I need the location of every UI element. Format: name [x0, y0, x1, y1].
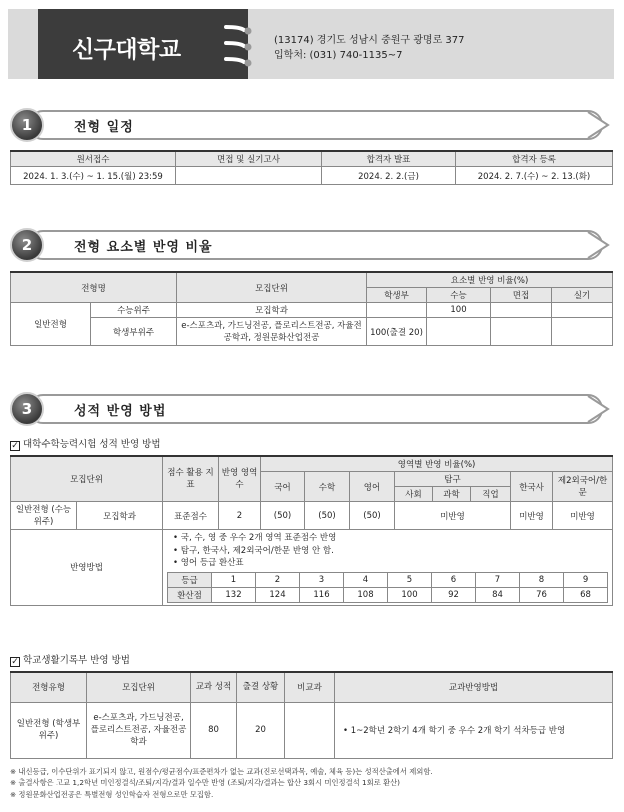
header-cell: 모집단위 — [87, 672, 191, 702]
chevron-right-icon — [582, 110, 612, 140]
footnote: ※ 출결사항은 고교 1,2학년 미인정결석/조퇴/지각/결과 일수만 반영 (조퇴/지각/결과는 합산 3회시 미인정결석 1회로 환산) — [10, 778, 401, 788]
table-cell: 2 — [256, 572, 300, 587]
schedule-table — [10, 150, 613, 185]
header-cell: 학생부 — [367, 288, 427, 303]
table-cell: 2024. 1. 3.(수) ~ 1. 15.(월) 23:59 — [11, 167, 176, 185]
csat-subheading — [10, 436, 161, 450]
table-cell: 모집학과 — [77, 502, 163, 530]
table-cell: 2024. 2. 2.(금) — [322, 167, 456, 185]
table-cell: 124 — [256, 587, 300, 602]
section-title: 전형 요소별 반영 비율 — [74, 240, 213, 255]
section-title: 전형 일정 — [74, 120, 134, 135]
list-item: • 국, 수, 영 중 우수 2개 영역 표준점수 반영 — [173, 533, 337, 543]
section-score-heading — [8, 392, 614, 426]
table-cell: 100(출결 20) — [367, 318, 427, 346]
table-cell: 수능위주 — [91, 303, 177, 318]
school-record-subheading — [10, 652, 130, 666]
table-cell: 2 — [219, 502, 261, 530]
table-cell — [367, 303, 427, 318]
school-record-table — [10, 671, 613, 759]
school-contact — [274, 33, 465, 63]
header-cell: 과학 — [433, 487, 471, 502]
table-cell — [491, 318, 552, 346]
table-cell: e-스포츠과, 가드닝전공, 플로리스트전공, 자율전공학과 — [87, 702, 191, 758]
header-cell: 면접 — [491, 288, 552, 303]
table-cell: 미반영 — [395, 502, 511, 530]
school-phone: 입학처: (031) 740-1135~7 — [274, 50, 403, 61]
table-cell: • 1~2학년 2학기 4개 학기 중 우수 2개 학기 석차등급 반영 — [335, 702, 613, 758]
table-cell: 5 — [388, 572, 432, 587]
header-cell: 직업 — [471, 487, 511, 502]
table-cell: 모집학과 — [177, 303, 367, 318]
method-list — [167, 532, 608, 570]
table-cell: 84 — [476, 587, 520, 602]
header-cell: 출결 상황 — [237, 672, 285, 702]
header-cell: 영역별 반영 비율(%) — [261, 456, 613, 472]
table-cell: 116 — [300, 587, 344, 602]
ratio-table — [10, 271, 613, 346]
table-cell: 3 — [300, 572, 344, 587]
header-cell: 점수 활용 지표 — [163, 456, 219, 502]
table-cell: 92 — [432, 587, 476, 602]
section-number: 3 — [10, 392, 44, 426]
header-cell: 전형유형 — [11, 672, 87, 702]
chevron-right-icon — [582, 394, 612, 424]
footnote: ※ 정원문화산업전공은 특별전형 성인학습자 전형으로만 모집함. — [10, 789, 214, 799]
table-cell: 일반전형 (학생부위주) — [11, 702, 87, 758]
header-cell: 사회 — [395, 487, 433, 502]
table-cell: 4 — [344, 572, 388, 587]
header-cell: 수학 — [305, 472, 350, 502]
footnotes — [10, 766, 616, 800]
header-cell: 교과 성적 — [191, 672, 237, 702]
table-cell: 68 — [564, 587, 608, 602]
table-cell: 1 — [212, 572, 256, 587]
header-cell: 면접 및 실기고사 — [176, 151, 322, 167]
header-cell: 등급 — [168, 572, 212, 587]
header-cell: 수능 — [427, 288, 491, 303]
footnote: ※ 내신등급, 이수단위가 표기되지 않고, 원점수/평균점수/표준편차가 없는 교과(진로선택과목, 예술, 체육 등)는 성적산출에서 제외함. — [10, 767, 433, 776]
header-cell: 제2외국어/한문 — [553, 472, 613, 502]
csat-table — [10, 455, 613, 606]
table-cell: 일반전형 — [11, 303, 91, 346]
list-item: • 탐구, 한국사, 제2외국어/한문 반영 안 함. — [173, 545, 334, 556]
table-cell: 80 — [191, 702, 237, 758]
chevron-right-icon — [582, 230, 612, 260]
table-cell — [552, 318, 613, 346]
header-cell: 환산점 — [168, 587, 212, 602]
table-cell — [285, 702, 335, 758]
checkbox-checked-icon: ✓ — [11, 441, 19, 451]
section-number: 1 — [10, 108, 44, 142]
table-cell: (50) — [350, 502, 395, 530]
school-header — [8, 9, 614, 79]
table-cell: 미반영 — [511, 502, 553, 530]
table-cell — [176, 167, 322, 185]
table-cell: (50) — [305, 502, 350, 530]
table-cell: 108 — [344, 587, 388, 602]
header-cell: 합격자 발표 — [322, 151, 456, 167]
header-cell: 요소별 반영 비율(%) — [367, 272, 613, 288]
table-cell: 표준점수 — [163, 502, 219, 530]
table-cell: 132 — [212, 587, 256, 602]
section-ratio-heading — [8, 228, 614, 262]
table-cell — [491, 303, 552, 318]
table-cell: e-스포츠과, 가드닝전공, 플로리스트전공, 자율전공학과, 정원문화산업전공 — [177, 318, 367, 346]
header-cell: 원서접수 — [11, 151, 176, 167]
table-cell: 76 — [520, 587, 564, 602]
table-cell: 7 — [476, 572, 520, 587]
checkbox-checked-icon: ✓ — [11, 657, 19, 667]
section-schedule-heading — [8, 108, 614, 142]
header-cell: 탐구 — [395, 472, 511, 487]
header-cell: 실기 — [552, 288, 613, 303]
table-cell: 일반전형 (수능위주) — [11, 502, 77, 530]
table-cell: 8 — [520, 572, 564, 587]
header-cell: 교과반영방법 — [335, 672, 613, 702]
table-cell: 20 — [237, 702, 285, 758]
table-cell: 미반영 — [553, 502, 613, 530]
header-cell: 영어 — [350, 472, 395, 502]
table-cell: 학생부위주 — [91, 318, 177, 346]
header-cell: 모집단위 — [11, 456, 163, 502]
header-cell: 합격자 등록 — [456, 151, 613, 167]
method-cell — [163, 530, 613, 606]
csat-subheading-text: 대학수학능력시험 성적 반영 방법 — [23, 439, 161, 450]
header-cell: 전형명 — [11, 272, 177, 303]
school-address: (13174) 경기도 성남시 중원구 광명로 377 — [274, 35, 465, 46]
section-title: 성적 반영 방법 — [74, 404, 167, 419]
list-item: • 영어 등급 환산표 — [173, 558, 244, 568]
table-cell: 2024. 2. 7.(수) ~ 2. 13.(화) — [456, 167, 613, 185]
english-grade-table — [167, 572, 608, 603]
table-cell: 반영방법 — [11, 530, 163, 606]
table-cell: 9 — [564, 572, 608, 587]
table-cell: (50) — [261, 502, 305, 530]
table-cell: 100 — [388, 587, 432, 602]
header-cell: 국어 — [261, 472, 305, 502]
table-cell — [552, 303, 613, 318]
header-cell: 비교과 — [285, 672, 335, 702]
table-cell: 100 — [427, 303, 491, 318]
header-cell: 모집단위 — [177, 272, 367, 303]
table-cell: 6 — [432, 572, 476, 587]
ring-binder-icon — [220, 21, 260, 67]
school-name: 신구대학교 — [72, 37, 181, 63]
header-cell: 한국사 — [511, 472, 553, 502]
school-record-subheading-text: 학교생활기록부 반영 방법 — [23, 655, 130, 666]
table-cell — [427, 318, 491, 346]
section-number: 2 — [10, 228, 44, 262]
header-cell: 반영 영역수 — [219, 456, 261, 502]
